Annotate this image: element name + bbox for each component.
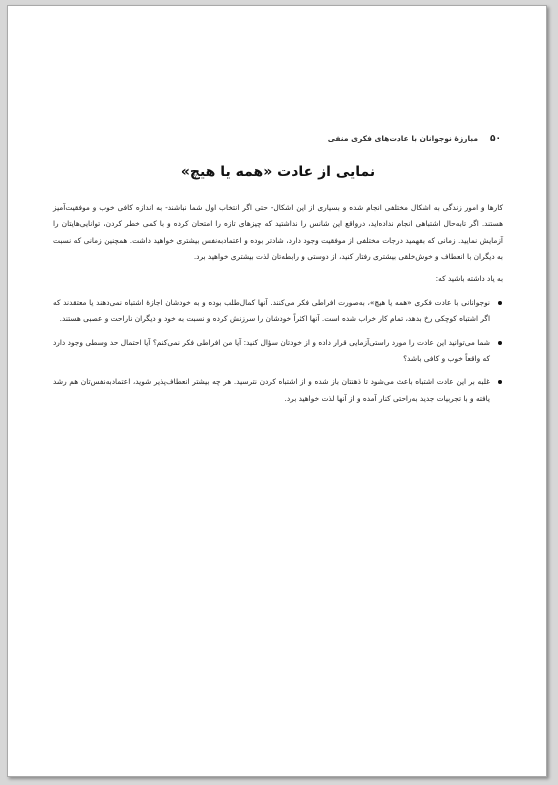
bullet-dot-icon — [498, 301, 502, 305]
bullet-text: غلبه بر این عادت اشتباه باعث می‌شود تا ذهنتان باز شده و از اشتباه کردن نترسید. هر چه بیشتر انعطاف‌پذیر شوید، اعتمادبه‌نفس‌تان هم رشد یافته و با تجربیات جدید به‌راحتی کنار آمده و از آنها لذت خواهید برد. — [53, 377, 490, 403]
bullet-item — [53, 374, 503, 407]
running-header — [53, 134, 503, 144]
bullet-item — [53, 335, 503, 368]
bullet-dot-icon — [498, 380, 502, 384]
page-number: ۵۰ — [490, 134, 501, 144]
bullet-dot-icon — [498, 341, 502, 345]
bullet-text: نوجوانانی با عادت فکری «همه یا هیچ»، به‌صورت افراطی فکر می‌کنند. آنها کمال‌طلب بوده و به خودشان اجازهٔ اشتباه نمی‌دهند یا معتقدند که اگر اشتباه کوچکی رخ بدهد، تمام کار خراب شده است. آنها اکثراً خودشان را سرزنش کرده و نسبت به خود و دیگران ناراحت و عصبی هستند. — [53, 298, 490, 324]
bullet-item — [53, 295, 503, 328]
document-page — [7, 5, 547, 777]
lead-in-text: به یاد داشته باشید که: — [435, 274, 503, 284]
page-content — [53, 134, 503, 414]
intro-paragraph: کارها و امور زندگی به اشکال مختلفی انجام شده و بسیاری از این اشکال- حتی اگر انتخاب اول شما نباشند- به اندازه کافی خوب و موفقیت‌آمیز هستند. اگر تابه‌حال اشتباهی انجام نداده‌اید، درواقع این شانس را نداشتید که چیزهای تازه را امتحان کرده و با کمی خطر کردن، توانایی‌هایتان را آزمایش نمایید. زمانی که بفهمید درجات مختلفی از موفقیت وجود دارد، شادتر بوده و اعتمادبه‌نفس بیشتری خواهید داشت. همچنین زمانی که نسبت به دیگران با انعطاف و خوش‌خلقی بیشتری رفتار کنید، از دوستی و رابطه‌تان لذت بیشتری خواهید برد. — [53, 203, 503, 261]
running-title: مبارزهٔ نوجوانان با عادت‌های فکری منفی — [327, 134, 478, 143]
bullet-text: شما می‌توانید این عادت را مورد راستی‌آزمایی قرار داده و از خودتان سؤال کنید: آیا من افراطی فکر نمی‌کنم؟ آیا احتمال حد وسطی وجود دارد که واقعاً خوب و کافی باشد؟ — [53, 337, 490, 364]
section-title: نمایی از عادت «همه یا هیچ» — [180, 164, 376, 180]
bullet-list — [53, 295, 503, 407]
